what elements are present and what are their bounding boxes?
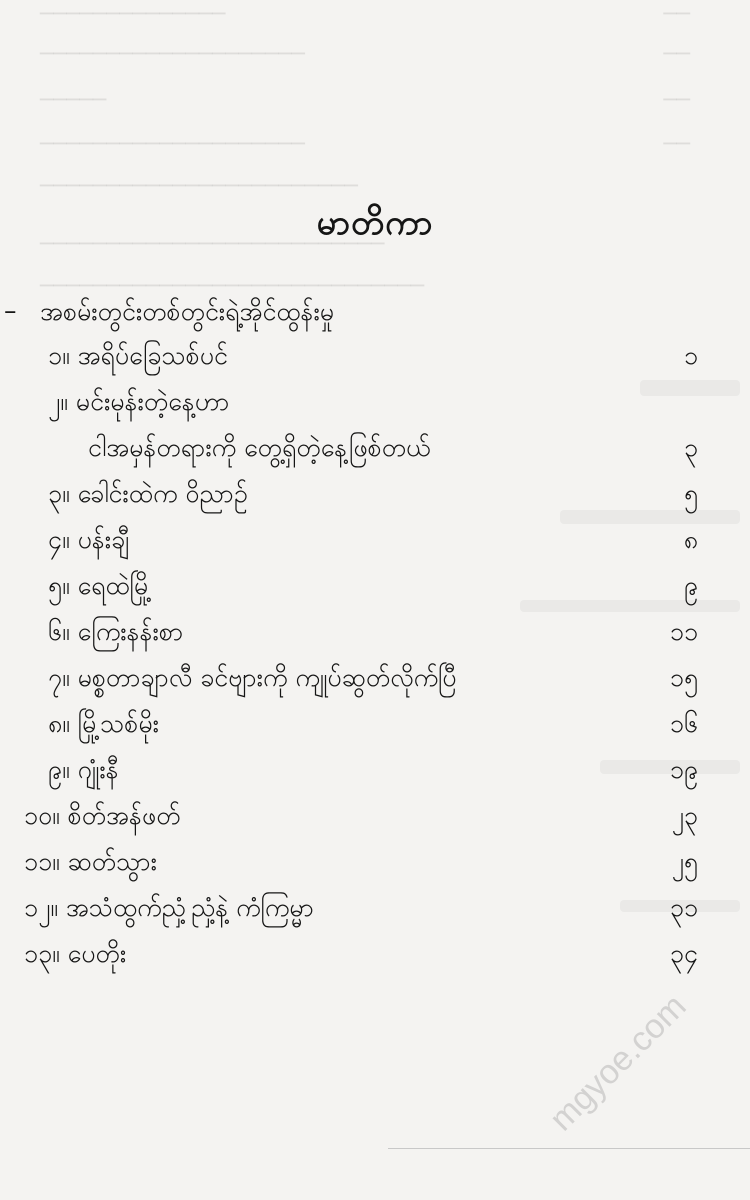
section-dash: – xyxy=(4,296,17,325)
toc-entry-label: ၉။ ဂျုံးနီ xyxy=(48,755,119,784)
toc-entry-page: ၁၉ xyxy=(669,755,698,784)
toc-entry-label: ၂။ မင်းမုန်းတဲ့နေ့ဟာ xyxy=(48,387,230,416)
toc-entry-label: ၆။ ကြေးနန်းစာ xyxy=(48,617,184,646)
toc-entry-page: ၃၄ xyxy=(669,939,698,968)
book-page: ────────────── ── ──────────────────── ── ───── ── ──────────────────── ── ──────────────────────── ────────────────────────── ───────────────────────────── မာတိကာ – အစမ်းတွင်းတစ်တွင်းရဲ့အိုင်ထွန်းမှု ၁။ အရိပ်ခြေသစ်ပင် ၁ ၂။ မင်းမုန်းတဲ့နေ့ဟာ ငါအမှန်တရားကို တွေ့ရှိတဲ့နေ့ဖြစ်တယ် ၃ ၃။ ခေါင်းထဲက ဝိညာဉ် ၅ ၄။ ပန်းချီ ၈ ၅။ ရေထဲမြို့ ၉ ၆။ ကြေးနန်းစာ ၁၁ ၇။ မစ္စတာချာလီ ခင်ဗျားကို ကျုပ်ဆွတ်လိုက်ပြီ ၁၅ ၈။ မြို့သစ်မိုး ၁၆ ၉။ ဂျုံးနီ ၁၉ ၁၀။ စိတ်အန်ဖတ် ၂၃ ၁၁။ ဆတ်သွား ၂၅ ၁၂။ အသံထွက်ညှံ့ညှံ့နဲ့ ကံကြမ္မာ ၃၁ ၁၃။ ပေတိုး ၃၄ mgyoe.com xyxy=(0,0,750,1200)
page-title: မာတိကာ xyxy=(316,203,434,243)
toc-entry-label: ၅။ ရေထဲမြို့ xyxy=(48,571,153,600)
section-label: အစမ်းတွင်းတစ်တွင်းရဲ့အိုင်ထွန်းမှု xyxy=(40,297,335,326)
toc-entry-label: ၁၂။ အသံထွက်ညှံ့ညှံ့နဲ့ ကံကြမ္မာ xyxy=(24,893,314,922)
toc-entry-label: ၁၃။ ပေတိုး xyxy=(24,939,127,968)
toc-entry-label: ၁၀။ စိတ်အန်ဖတ် xyxy=(24,801,181,830)
toc-entry-label: ငါအမှန်တရားကို တွေ့ရှိတဲ့နေ့ဖြစ်တယ် xyxy=(88,433,431,462)
toc-entry-label: ၁၁။ ဆတ်သွား xyxy=(24,847,157,876)
toc-entry-page: ၂၃ xyxy=(671,801,698,830)
toc-entry-label: ၈။ မြို့သစ်မိုး xyxy=(48,709,159,738)
toc-entry-page: ၁၅ xyxy=(669,663,698,692)
toc-entry-page: ၃ xyxy=(683,433,698,462)
toc-entry-page: ၅ xyxy=(683,479,698,508)
toc-entry-page: ၁ xyxy=(683,341,698,370)
toc-entry-page: ၈ xyxy=(683,525,698,554)
toc-entry-page: ၁၁ xyxy=(669,617,698,646)
toc-entry-page: ၉ xyxy=(683,571,698,600)
page-edge-line xyxy=(388,1148,750,1149)
toc-entry-label: ၄။ ပန်းချီ xyxy=(48,525,130,554)
toc-entry-label: ၁။ အရိပ်ခြေသစ်ပင် xyxy=(48,341,228,370)
toc-entry-label: ၃။ ခေါင်းထဲက ဝိညာဉ် xyxy=(48,479,248,508)
watermark: mgyoe.com xyxy=(542,987,694,1139)
toc-entry-page: ၁၆ xyxy=(669,709,698,738)
toc-entry-page: ၂၅ xyxy=(671,847,698,876)
toc-entry-label: ၇။ မစ္စတာချာလီ ခင်ဗျားကို ကျုပ်ဆွတ်လိုက်ပြီ xyxy=(48,663,457,692)
toc-entry-page: ၃၁ xyxy=(669,893,698,922)
